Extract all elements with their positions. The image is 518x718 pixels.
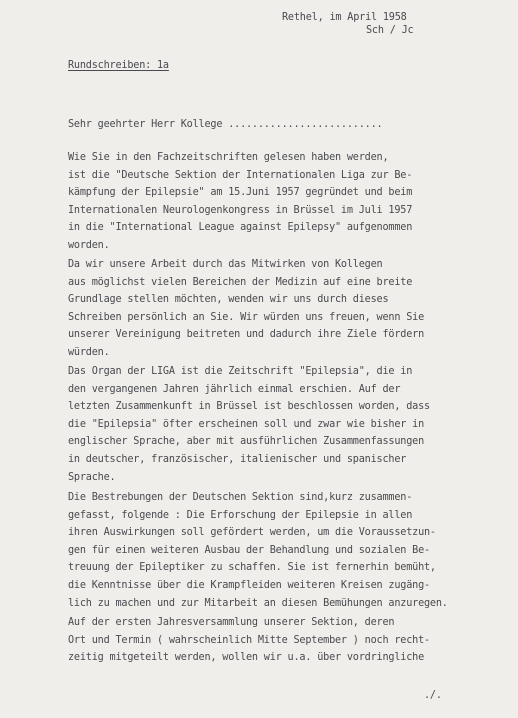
text-line: ist die "Deutsche Sektion der Internationalen Liga zur Be- xyxy=(68,169,413,181)
text-line: Wie Sie in den Fachzeitschriften gelesen haben werden, xyxy=(68,152,389,163)
text-line: Grundlage stellen möchten, wenden wir uns durch dieses xyxy=(68,294,389,306)
paragraph-founding xyxy=(68,149,508,255)
text-line: die "Epilepsia" öfter erscheinen soll und zwar wie bisher in xyxy=(68,418,425,430)
text-line: Sprache. xyxy=(68,471,116,483)
text-line: in deutscher, französischer, italienischer und spanischer xyxy=(68,453,407,465)
reference-initials: Sch / Jc xyxy=(366,25,414,36)
text-line: die Kenntnisse über die Krampfleiden weiteren Kreisen zugäng- xyxy=(68,579,430,591)
circular-title: Rundschreiben: 1a xyxy=(68,60,169,71)
text-line: kämpfung der Epilepsie" am 15.Juni 1957 gegründet und beim xyxy=(68,187,413,199)
text-line: lich zu machen und zur Mitarbeit an diesen Bemühungen anzuregen. xyxy=(68,597,448,609)
text-line: Ort und Termin ( wahrscheinlich Mitte September ) noch recht- xyxy=(68,634,430,646)
text-line: Das Organ der LIGA ist die Zeitschrift "Epilepsia", die in xyxy=(68,366,413,377)
text-line: Schreiben persönlich an Sie. Wir würden uns freuen, wenn Sie xyxy=(68,311,425,323)
text-line: gefasst, folgende : Die Erforschung der Epilepsie in allen xyxy=(68,509,413,521)
text-line: den vergangenen Jahren jährlich einmal erschien. Auf der xyxy=(68,383,401,395)
paragraph-aims xyxy=(68,489,508,612)
text-line: Auf der ersten Jahresversammlung unserer Sektion, deren xyxy=(68,617,395,628)
text-line: unserer Vereinigung beitreten und dadurch ihre Ziele fördern xyxy=(68,329,425,341)
text-line: ihren Auswirkungen soll gefördert werden, um die Voraussetzun- xyxy=(68,527,436,539)
text-line: treuung der Epileptiker zu schaffen. Sie ist fernerhin bemüht, xyxy=(68,562,436,574)
text-line: gen für einen weiteren Ausbau der Behandlung und sozialen Be- xyxy=(68,544,430,556)
paragraph-invitation xyxy=(68,256,508,362)
text-line: würden. xyxy=(68,346,110,358)
text-line: letzten Zusammenkunft in Brüssel ist beschlossen worden, dass xyxy=(68,401,430,413)
text-line: zeitig mitgeteilt werden, wollen wir u.a. über vordringliche xyxy=(68,652,425,664)
paragraph-meeting xyxy=(68,614,508,667)
text-line: in die "International League against Epilepsy" aufgenommen xyxy=(68,222,413,234)
text-line: englischer Sprache, aber mit ausführlichen Zusammenfassungen xyxy=(68,436,425,448)
salutation: Sehr geehrter Herr Kollege .......................... xyxy=(68,119,383,130)
text-line: worden. xyxy=(68,239,110,251)
paragraph-journal xyxy=(68,363,508,486)
text-line: aus möglichst vielen Bereichen der Medizin auf eine breite xyxy=(68,276,413,288)
place-date: Rethel, im April 1958 xyxy=(282,12,407,23)
text-line: Internationalen Neurologenkongress in Brüssel im Juli 1957 xyxy=(68,204,413,216)
text-line: Da wir unsere Arbeit durch das Mitwirken von Kollegen xyxy=(68,259,383,270)
text-line: Die Bestrebungen der Deutschen Sektion sind,kurz zusammen- xyxy=(68,492,413,503)
continuation-mark: ./. xyxy=(424,690,442,701)
